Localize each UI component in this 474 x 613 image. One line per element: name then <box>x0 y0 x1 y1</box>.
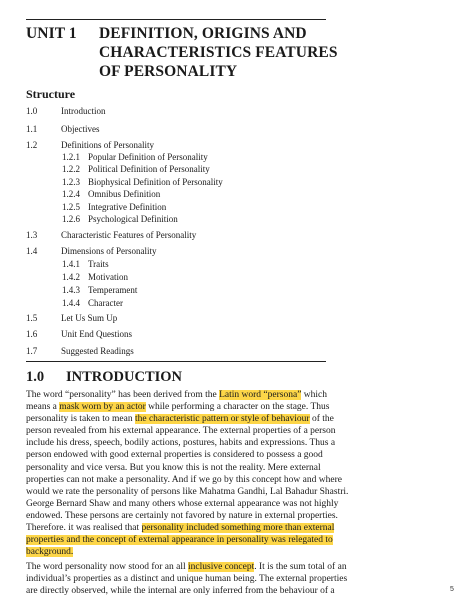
toc-item-label: Let Us Sum Up <box>61 313 118 323</box>
toc-item-number: 1.3 <box>26 230 38 240</box>
toc-item-label: Dimensions of Personality <box>61 246 157 256</box>
text-segment: person revealed from his external appearance. The external properties of a person <box>26 426 336 437</box>
toc-item-label: Integrative Definition <box>88 202 167 212</box>
toc-item-label: Omnibus Definition <box>88 189 161 199</box>
toc-item-number: 1.2 <box>26 140 38 150</box>
unit-title <box>99 24 339 81</box>
toc-item-number: 1.0 <box>26 106 38 116</box>
text-line <box>26 462 452 474</box>
structure-heading: Structure <box>26 87 76 101</box>
toc-item-number: 1.4.3 <box>62 285 80 295</box>
unit-title-line: OF PERSONALITY <box>99 63 238 80</box>
unit-title-line: DEFINITION, ORIGINS AND <box>99 25 307 42</box>
text-line <box>26 585 452 597</box>
text-segment: Therefore. it was realised that <box>26 523 142 534</box>
section-title: INTRODUCTION <box>66 369 183 385</box>
text-segment: . It is the sum total of an <box>254 562 347 572</box>
toc-item-label: Popular Definition of Personality <box>88 152 208 162</box>
toc-item-label: Suggested Readings <box>61 346 134 356</box>
text-segment: of the <box>309 414 334 425</box>
text-segment: George Bernard Shaw and many others whose external appearance was not highly <box>26 498 339 509</box>
toc-item-number: 1.4 <box>26 246 38 256</box>
paragraph <box>26 389 452 558</box>
text-segment: properties can not make a personality. And if we go by this concept how and where <box>26 474 342 485</box>
unit-title-line: CHARACTERISTICS FEATURES <box>99 44 338 61</box>
text-segment: are directly observed, while the internal are only inferred from the behaviour of a <box>26 586 335 597</box>
toc-item-label: Motivation <box>88 272 128 282</box>
toc-item-number: 1.4.1 <box>62 259 80 269</box>
highlighted-text: personality included something more than external <box>141 523 335 534</box>
text-line <box>26 561 452 573</box>
text-line <box>26 522 452 534</box>
toc-item-number: 1.2.6 <box>62 214 80 224</box>
text-line <box>26 401 452 413</box>
toc-item-number: 1.5 <box>26 313 38 323</box>
text-line <box>26 498 452 510</box>
toc-item-number: 1.2.3 <box>62 177 80 187</box>
toc-item-number: 1.4.4 <box>62 298 80 308</box>
highlighted-text: background. <box>26 547 74 558</box>
highlighted-text: properties and the concept of external appearance in personality was relegated to <box>26 535 333 546</box>
highlighted-text: the characteristic pattern or style of behaviour <box>134 414 310 425</box>
toc-item-number: 1.2.5 <box>62 202 80 212</box>
page-number: 5 <box>450 586 454 593</box>
text-segment: personality and vice versa. But you know this is not the reality. Mere external <box>26 462 321 473</box>
text-line <box>26 474 452 486</box>
text-line <box>26 425 452 437</box>
toc-item-number: 1.4.2 <box>62 272 80 282</box>
toc-item-label: Character <box>88 298 123 308</box>
toc-item-number: 1.2.2 <box>62 164 80 174</box>
highlighted-text: inclusive concept <box>188 562 255 572</box>
text-line <box>26 389 452 401</box>
unit-label: UNIT 1 <box>26 25 77 42</box>
highlighted-text: Latin word “persona” <box>219 390 302 400</box>
toc-item-label: Traits <box>88 259 109 269</box>
text-segment: person endowed with good external properties is considered to possess a good <box>26 450 323 461</box>
text-segment: endowed. These persons are certainly not favored by nature in external properties. <box>26 510 338 521</box>
toc-item-number: 1.6 <box>26 329 38 339</box>
section-number: 1.0 <box>26 369 45 385</box>
toc-item-label: Political Definition of Personality <box>88 164 210 174</box>
text-line <box>26 510 452 522</box>
text-line <box>26 534 452 546</box>
toc-item-label: Psychological Definition <box>88 214 178 224</box>
text-segment: would we rate the personality of persons like Mahatma Gandhi, Lal Bahadur Shastri. <box>26 486 349 497</box>
text-segment: means a <box>26 402 60 413</box>
text-line <box>26 437 452 449</box>
text-segment: include his dress, speech, bodily actions, postures, habits and expressions. Thus a <box>26 438 336 449</box>
text-line <box>26 546 452 558</box>
text-line <box>26 573 452 585</box>
section-rule <box>26 361 326 362</box>
toc-item-number: 1.1 <box>26 124 38 134</box>
top-rule <box>26 19 326 20</box>
toc-item-number: 1.7 <box>26 346 38 356</box>
toc-item-label: Definitions of Personality <box>61 140 154 150</box>
toc-item-label: Introduction <box>61 106 106 116</box>
highlighted-text: mask worn by an actor <box>59 402 146 413</box>
text-segment: The word personality now stood for an all <box>26 562 188 572</box>
text-line <box>26 486 452 498</box>
toc-item-label: Characteristic Features of Personality <box>61 230 197 240</box>
text-segment: individual’s properties as a distinct and unique human being. The external properties <box>26 574 348 585</box>
text-segment: personality is taken to mean <box>26 414 135 425</box>
text-segment: The word “personality” has been derived from the <box>26 390 220 400</box>
toc-item-number: 1.2.4 <box>62 189 80 199</box>
text-segment: while performing a character on the stage. Thus <box>145 402 330 413</box>
paragraph <box>26 561 452 597</box>
toc-item-number: 1.2.1 <box>62 152 80 162</box>
toc-item-label: Biophysical Definition of Personality <box>88 177 223 187</box>
toc-item-label: Unit End Questions <box>61 329 132 339</box>
toc-item-label: Objectives <box>61 124 100 134</box>
text-line <box>26 449 452 461</box>
text-line <box>26 413 452 425</box>
text-segment: which <box>301 390 328 400</box>
toc-item-label: Temperament <box>88 285 138 295</box>
